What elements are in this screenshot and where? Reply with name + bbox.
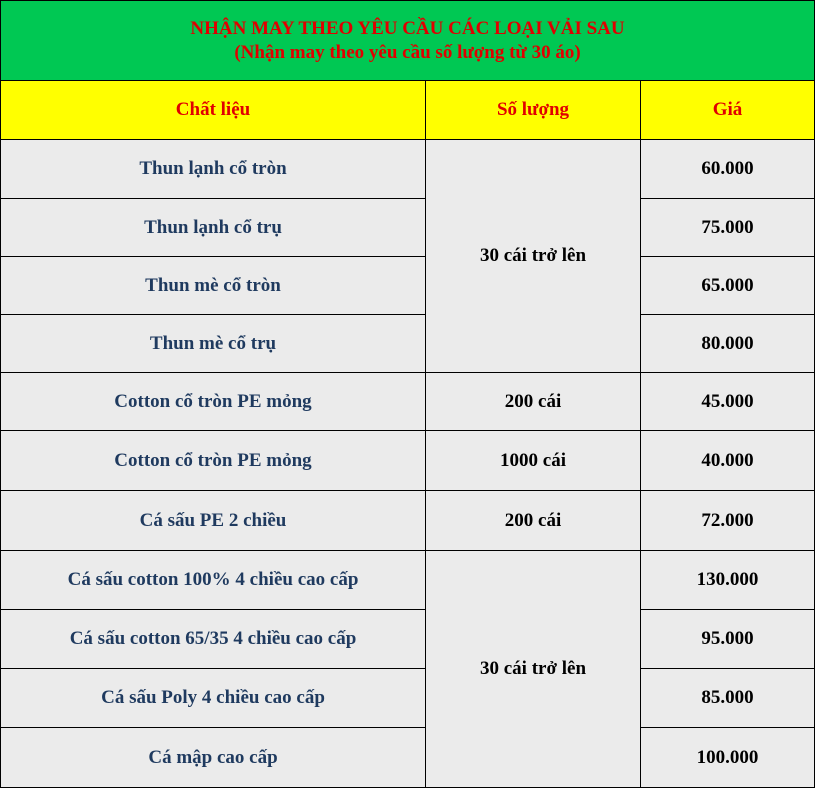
- material-cell: Cá sấu Poly 4 chiều cao cấp: [1, 669, 426, 728]
- material-cell: Cotton cổ tròn PE mỏng: [1, 431, 426, 491]
- quantity-cell: 30 cái trở lên: [426, 140, 641, 373]
- header-price: Giá: [641, 81, 815, 140]
- title-line-2: (Nhận may theo yêu cầu số lượng từ 30 áo): [234, 41, 581, 63]
- table-row: [1, 610, 815, 669]
- material-cell: Thun mè cổ tròn: [1, 257, 426, 315]
- price-cell: 40.000: [641, 431, 815, 491]
- material-cell: Thun lạnh cổ tròn: [1, 140, 426, 199]
- table-row: [1, 491, 815, 551]
- quantity-cell: 30 cái trở lên: [426, 551, 641, 788]
- price-cell: 130.000: [641, 551, 815, 610]
- price-cell: 45.000: [641, 373, 815, 431]
- quantity-cell: 200 cái: [426, 373, 641, 431]
- price-cell: 75.000: [641, 199, 815, 257]
- table-row: [1, 140, 815, 199]
- price-cell: 65.000: [641, 257, 815, 315]
- quantity-cell: 1000 cái: [426, 431, 641, 491]
- price-cell: 95.000: [641, 610, 815, 669]
- table-row: [1, 199, 815, 257]
- material-cell: Thun mè cổ trụ: [1, 315, 426, 373]
- material-cell: Cá sấu cotton 65/35 4 chiều cao cấp: [1, 610, 426, 669]
- table-title: [1, 1, 815, 81]
- table-row: [1, 431, 815, 491]
- header-quantity: Số lượng: [426, 81, 641, 140]
- quantity-cell: 200 cái: [426, 491, 641, 551]
- title-line-1: NHẬN MAY THEO YÊU CẦU CÁC LOẠI VẢI SAU: [190, 17, 625, 39]
- table-row: [1, 373, 815, 431]
- material-cell: Cotton cổ tròn PE mỏng: [1, 373, 426, 431]
- header-material: Chất liệu: [1, 81, 426, 140]
- table-row: [1, 551, 815, 610]
- price-cell: 100.000: [641, 728, 815, 788]
- price-cell: 80.000: [641, 315, 815, 373]
- table-row: [1, 669, 815, 728]
- price-cell: 85.000: [641, 669, 815, 728]
- price-cell: 60.000: [641, 140, 815, 199]
- material-cell: Cá sấu PE 2 chiều: [1, 491, 426, 551]
- material-cell: Cá mập cao cấp: [1, 728, 426, 788]
- price-cell: 72.000: [641, 491, 815, 551]
- material-cell: Thun lạnh cổ trụ: [1, 199, 426, 257]
- material-cell: Cá sấu cotton 100% 4 chiều cao cấp: [1, 551, 426, 610]
- table-row: [1, 257, 815, 315]
- table-row: [1, 728, 815, 788]
- table-row: [1, 315, 815, 373]
